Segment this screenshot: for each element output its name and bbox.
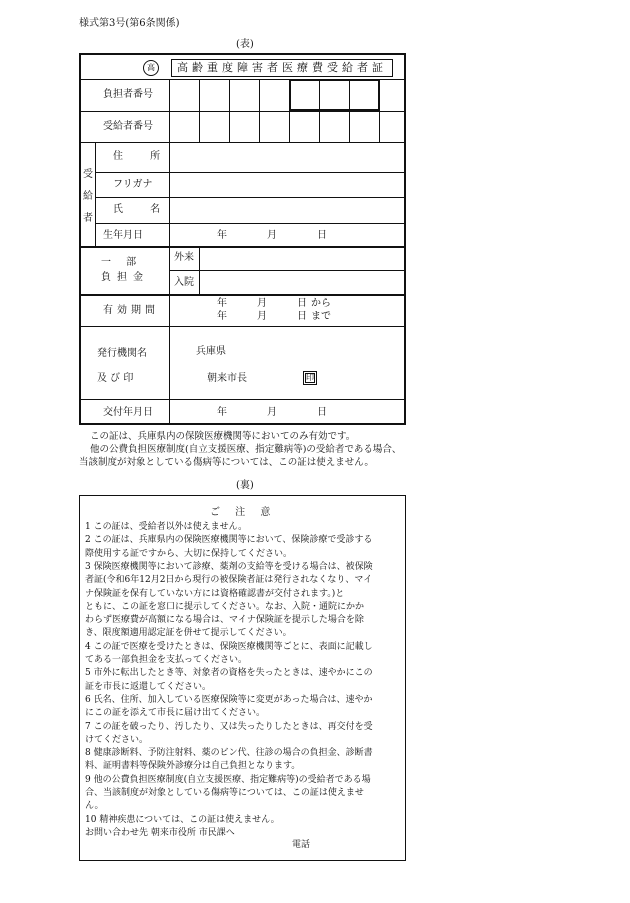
seal-icon: 高 <box>143 60 159 76</box>
notice-line: 10 精神疾患については、この証は使えません。 <box>85 814 280 825</box>
notice-line: てある一部負担金を支払ってください。 <box>85 655 248 665</box>
notice-line: 者証(令和6年12月2日から現行の被保険者証は発行されなくなり、マイ <box>85 575 373 586</box>
valid-until-year: 年 <box>217 311 227 322</box>
validity-label: 有効期間 <box>103 305 159 316</box>
notice-line: 証を市長に返還してください。 <box>85 681 212 692</box>
notice-line: 1 この証は、受給者以外は使えません。 <box>85 522 248 532</box>
birth-month: 月 <box>267 230 277 241</box>
front-note-2: 他の公費負担医療制度(自立支援医療、指定難病等)の受給者である場合、 <box>90 444 402 455</box>
notice-line: 際使用する証ですから、大切に保持してください。 <box>85 548 293 559</box>
form-label: 様式第3号(第6条関係) <box>79 18 180 29</box>
notice-line: 2 この証は、兵庫県内の保険医療機関等において、保険診療で受診する <box>85 535 373 546</box>
issuer-value: 兵庫県 <box>196 346 226 357</box>
address-label: 住 所 <box>113 151 173 162</box>
recipient-card-front <box>79 53 406 425</box>
front-note-1: この証は、兵庫県内の保険医療機関等においてのみ有効です。 <box>90 431 356 442</box>
valid-from-suffix: から <box>311 298 331 309</box>
copay-label-2: 負担金 <box>101 272 149 283</box>
notice-line: 4 この証で医療を受けたときは、保険医療機関等ごとに、表面に記載し <box>85 641 373 652</box>
notice-line: にこの証を添えて市長に届け出てください。 <box>85 708 266 719</box>
inpatient-label: 入院 <box>174 277 194 288</box>
back-label: (裏) <box>236 480 254 491</box>
recipient-number-label: 受給者番号 <box>103 121 153 132</box>
furigana-label: フリガナ <box>113 179 153 190</box>
issue-date-label: 交付年月日 <box>103 407 153 418</box>
issuer-seal-label: 及 び 印 <box>97 373 134 384</box>
valid-until-suffix: まで <box>311 311 331 322</box>
issue-month: 月 <box>267 407 277 418</box>
notice-line: 8 健康診断料、予防注射料、薬のビン代、往診の場合の負担金、診断書 <box>85 748 373 759</box>
valid-from-day: 日 <box>297 298 307 309</box>
notice-line: ん。 <box>85 801 104 812</box>
notice-line: お問い合わせ先 朝来市役所 市民課へ <box>85 827 235 838</box>
valid-from-month: 月 <box>257 298 267 309</box>
notice-line: ともに、この証を窓口に提示してください。なお、入院・通院にかか <box>85 601 365 612</box>
notice-line: ナ保険証を保有していない方には資格確認書が交付されます。)と <box>85 588 345 599</box>
birthdate-label: 生年月日 <box>103 230 143 241</box>
birth-day: 日 <box>317 230 327 241</box>
name-label: 氏 名 <box>113 204 173 215</box>
notice-line: 5 市外に転出したとき等、対象者の資格を失ったときは、速やかにこの <box>85 668 373 679</box>
payer-number-label: 負担者番号 <box>103 89 153 100</box>
recipient-group-label: 受給者 <box>83 169 93 224</box>
copay-label-1: 一 部 <box>101 257 143 268</box>
birth-year: 年 <box>217 230 227 241</box>
front-note-3: 当該制度が対象としている傷病等については、この証は使えません。 <box>79 457 374 468</box>
official-stamp-icon: 印 <box>303 371 317 385</box>
mayor-value: 朝来市長 <box>207 373 247 384</box>
notice-line: 7 この証を破ったり、汚したり、又は失ったりしたときは、再交付を受 <box>85 721 373 732</box>
valid-from-year: 年 <box>217 298 227 309</box>
notice-line: 合、当該制度が対象としている傷病等については、この証は使えませ <box>85 788 364 798</box>
card-title: 高齢重度障害者医療費受給者証 <box>171 59 393 77</box>
issue-day: 日 <box>317 407 327 418</box>
notice-line: 6 氏名、住所、加入している医療保険等に変更があった場合は、速やか <box>85 694 373 705</box>
valid-until-month: 月 <box>257 311 267 322</box>
notice-title: ご 注 意 <box>210 507 277 518</box>
notice-line: わらず医療費が高額になる場合は、マイナ保険証を提示した場合を除 <box>85 615 364 626</box>
issuer-label: 発行機関名 <box>97 348 147 359</box>
notice-line: き、限度額適用認定証を併せて提示してください。 <box>85 628 292 639</box>
notice-line: けてください。 <box>85 734 149 745</box>
valid-until-day: 日 <box>297 311 307 322</box>
notice-line: 9 他の公費負担医療制度(自立支援医療、指定難病等)の受給者である場 <box>85 774 371 785</box>
front-label: (表) <box>236 39 254 50</box>
outpatient-label: 外来 <box>174 252 194 263</box>
issue-year: 年 <box>217 407 227 418</box>
notice-line: 3 保険医療機関等において診療、薬剤の支給等を受ける場合は、被保険 <box>85 561 373 572</box>
notice-box <box>79 495 406 861</box>
phone-label: 電話 <box>292 840 311 850</box>
notice-line: 料、証明書料等保険外診療分は自己負担となります。 <box>85 761 301 772</box>
